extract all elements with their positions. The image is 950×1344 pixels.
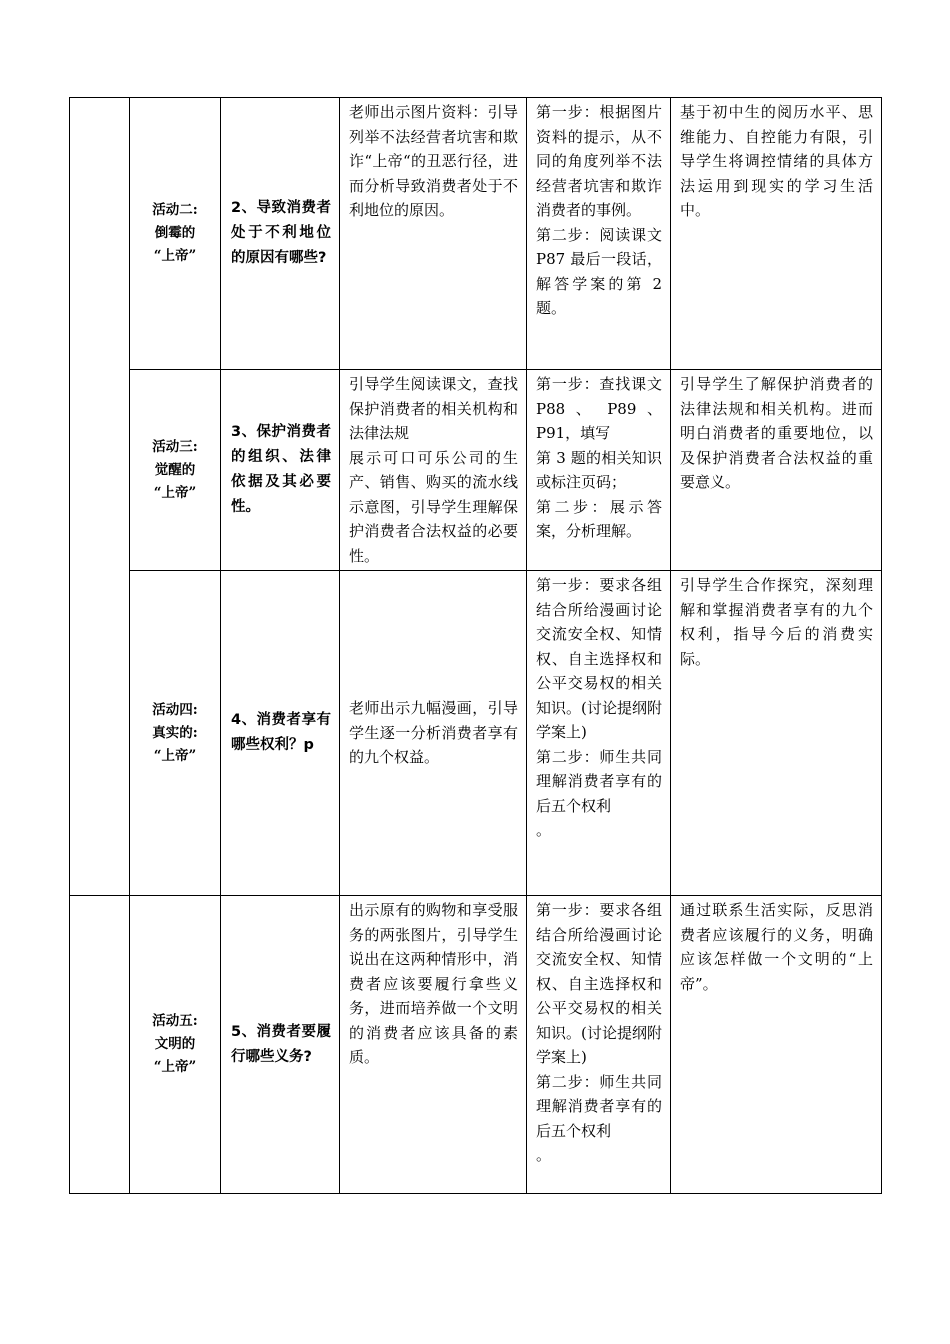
- question-cell: [221, 571, 340, 896]
- lesson-plan-table: [69, 97, 882, 1194]
- question-text: 5、消费者要履行哪些义务?: [231, 1023, 331, 1065]
- student-activity-text: 第一步：要求各组结合所给漫画讨论交流安全权、知情权、自主选择权和公平交易权的相关知识。(讨论提纲附学案上) 第二步：师生共同理解消费者享有的后五个权利 。: [536, 901, 662, 1164]
- activity-label: 活动三: 觉醒的 “上帝”: [152, 438, 198, 501]
- teacher-activity-text: 引导学生阅读课文，查找保护消费者的相关机构和法律法规 展示可口可乐公司的生产、销售、购买的流水线示意图，引导学生理解保护消费者合法权益的必要性。: [349, 375, 518, 565]
- teacher-activity-text: 老师出示图片资料：引导列举不法经营者坑害和欺诈“上帝“的丑恶行径，进而分析导致消费者处于不利地位的原因。: [349, 103, 518, 219]
- design-intent-cell: [671, 896, 882, 1194]
- teacher-activity-text: 老师出示九幅漫画，引导学生逐一分析消费者享有的九个权益。: [349, 699, 518, 767]
- activity-cell: [130, 571, 221, 896]
- design-intent-text: 引导学生合作探究，深刻理解和掌握消费者享有的九个权利，指导今后的消费实际。: [680, 576, 873, 668]
- activity-label: 活动五: 文明的 “上帝”: [152, 1013, 198, 1075]
- activity-label: 活动四: 真实的: “上帝”: [152, 701, 198, 764]
- question-text: 2、导致消费者处于不利地位的原因有哪些?: [231, 200, 331, 266]
- question-cell: [221, 896, 340, 1194]
- question-cell: [221, 98, 340, 370]
- question-text: 3、保护消费者的组织、法律依据及其必要性。: [231, 424, 331, 515]
- table-row: [70, 896, 882, 1194]
- student-activity-text: 第一步：查找课文 P88 、 P89 、P91，填写 第 3 题的相关知识或标注页码； 第二步：展示答案，分析理解。: [536, 375, 662, 540]
- teacher-activity-cell: [340, 370, 527, 571]
- teacher-activity-text: 出示原有的购物和享受服务的两张图片，引导学生说出在这两种情形中，消费者应该要履行拿些义务，进而培养做一个文明的消费者应该具备的素质。: [349, 901, 518, 1066]
- teacher-activity-cell: [340, 571, 527, 896]
- student-activity-cell: [527, 370, 671, 571]
- activity-cell: [130, 370, 221, 571]
- student-activity-cell: [527, 896, 671, 1194]
- table-row: [70, 370, 882, 571]
- activity-label: 活动二: 倒霉的 “上帝”: [152, 202, 198, 264]
- student-activity-cell: [527, 571, 671, 896]
- teacher-activity-cell: [340, 896, 527, 1194]
- teacher-activity-cell: [340, 98, 527, 370]
- design-intent-cell: [671, 571, 882, 896]
- design-intent-cell: [671, 370, 882, 571]
- table-row: [70, 571, 882, 896]
- student-activity-text: 第一步：根据图片资料的提示，从不同的角度列举不法经营者坑害和欺诈消费者的事例。 第二步：阅读课文 P87 最后一段话，解答学案的第 2 题。: [536, 103, 662, 317]
- activity-cell: [130, 98, 221, 370]
- student-activity-text: 第一步：要求各组结合所给漫画讨论交流安全权、知情权、自主选择权和公平交易权的相关知识。(讨论提纲附学案上) 第二步：师生共同理解消费者享有的后五个权利 。: [536, 576, 662, 839]
- activity-cell: [130, 896, 221, 1194]
- design-intent-cell: [671, 98, 882, 370]
- design-intent-text: 基于初中生的阅历水平、思维能力、自控能力有限，引导学生将调控情绪的具体方法运用到现实的学习生活中。: [680, 103, 873, 219]
- design-intent-text: 通过联系生活实际，反思消费者应该履行的义务，明确应该怎样做一个文明的“上帝”。: [680, 901, 873, 993]
- question-text: 4、消费者享有哪些权利？p: [231, 712, 331, 753]
- design-intent-text: 引导学生了解保护消费者的法律法规和相关机构。进而明白消费者的重要地位，以及保护消费者合法权益的重要意义。: [680, 375, 873, 491]
- blank-cell: [70, 896, 130, 1194]
- blank-cell: [70, 98, 130, 896]
- question-cell: [221, 370, 340, 571]
- student-activity-cell: [527, 98, 671, 370]
- table-row: [70, 98, 882, 370]
